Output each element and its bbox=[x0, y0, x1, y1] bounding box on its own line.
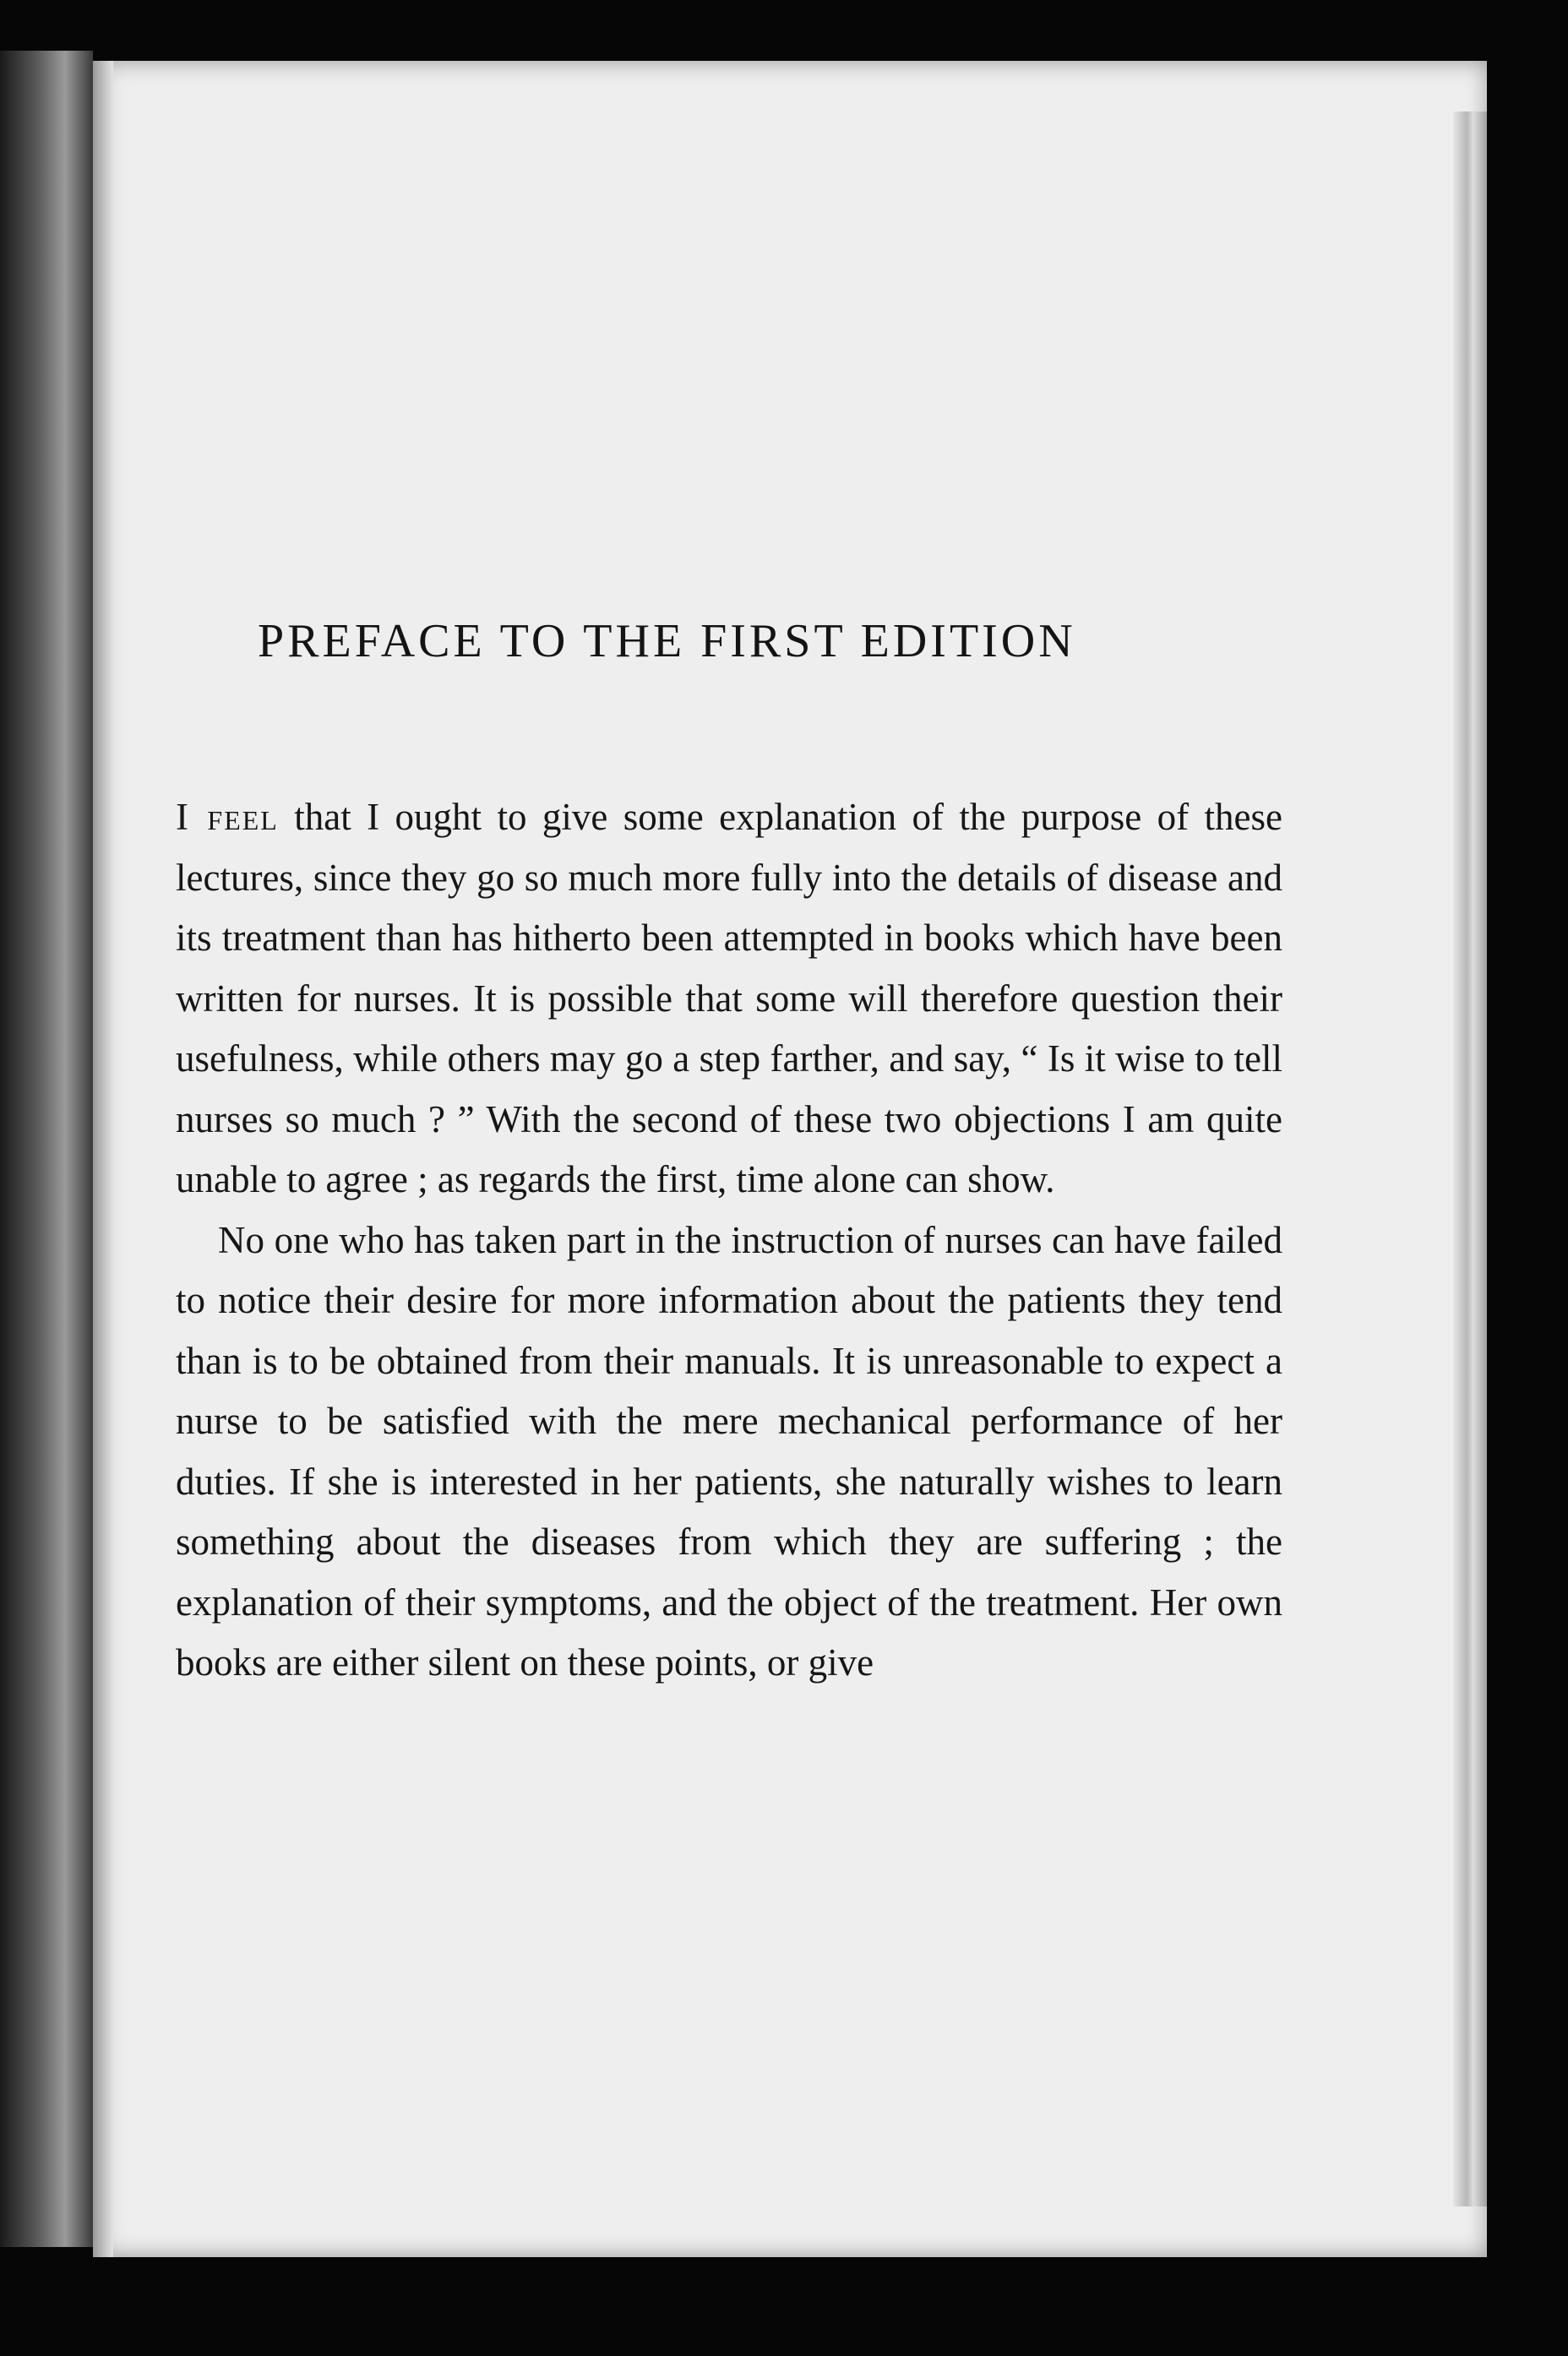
paragraph-1-lead: I feel bbox=[176, 796, 279, 838]
preface-body bbox=[176, 787, 1282, 1694]
page-title: PREFACE TO THE FIRST EDITION bbox=[258, 615, 1076, 667]
page-gutter-shadow bbox=[93, 61, 113, 2257]
paragraph-2 bbox=[176, 1211, 1282, 1694]
left-page-edge bbox=[0, 51, 93, 2247]
paragraph-2-text: No one who has taken part in the instruction of nurses can have failed to notice their desire for more information about the patients they tend than is to be obtained from their manuals. It is unreasonable to expect a nurse to be satisfied with the mere mechanical performance of her duties. If she is interested in her patients, she naturally wishes to learn something about the diseases from which they are suffering ; the explanation of their symptoms, and the object of the treatment. Her own books are either silent on these points, or give bbox=[176, 1218, 1282, 1684]
page-right-edge bbox=[1453, 112, 1487, 2206]
paragraph-1-text: that I ought to give some explanation of the purpose of these lectures, since they go so much more fully into the details of disease and its treatment than has hitherto been attempted in books which have been written for nurses. It is possible that some will therefore question their usefulness, while others may go a step farther, and say, “ Is it wise to tell nurses so much ? ” With the second of these two objections I am quite unable to agree ; as regards the first, time alone can show. bbox=[176, 796, 1282, 1200]
book-page bbox=[93, 61, 1487, 2257]
paragraph-1 bbox=[176, 787, 1282, 1211]
